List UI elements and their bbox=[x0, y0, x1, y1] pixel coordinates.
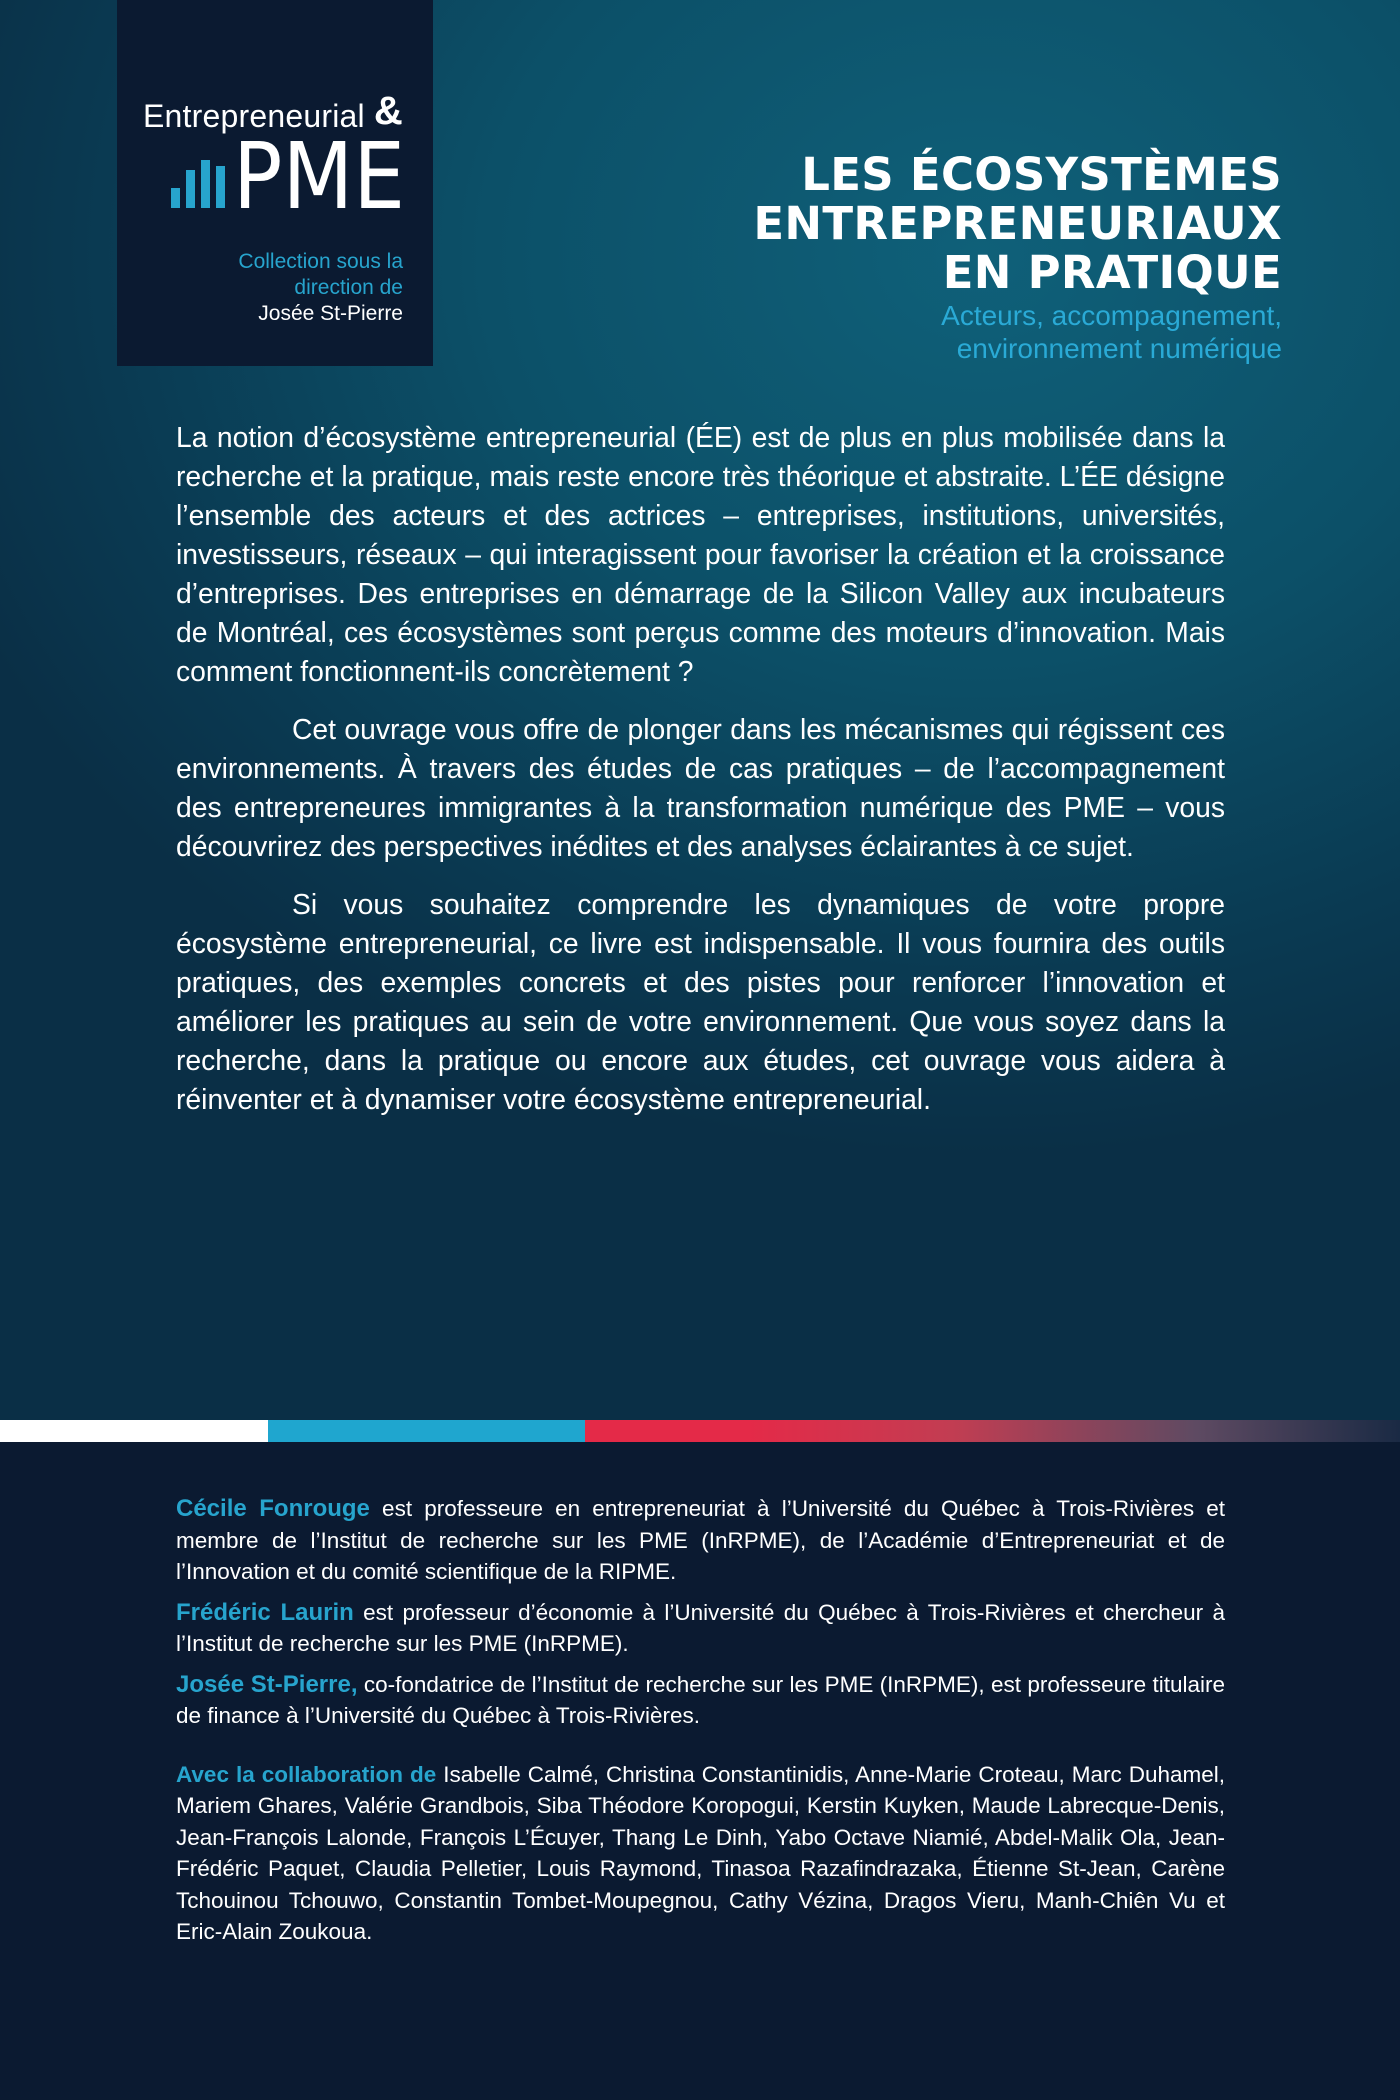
author-bio bbox=[176, 1493, 1225, 1588]
author-bio-text: co-fondatrice de l’Institut de recherche sur les PME (InRPME), est professeure titulaire de finance à l’Université du Québec à Trois-Rivières. bbox=[176, 1671, 1225, 1728]
author-bio-text: est professeure en entrepreneuriat à l’Université du Québec à Trois-Rivières et membre de l’Institut de recherche sur les PME (InRPME), de l’Académie d’Entrepreneuriat et de l’Innovation et du comité scientifique de la RIPME. bbox=[176, 1496, 1226, 1584]
author-bios bbox=[176, 1493, 1225, 1957]
book-subtitle-line1: Acteurs, accompagnement, bbox=[941, 300, 1282, 331]
logo-bar-3 bbox=[201, 160, 210, 208]
logo-bar-1 bbox=[171, 188, 180, 208]
author-name: Frédéric Laurin bbox=[176, 1598, 354, 1626]
series-logo-pme bbox=[171, 126, 411, 216]
author-bio bbox=[176, 1597, 1225, 1660]
book-description bbox=[176, 418, 1225, 1138]
stripe-red-gradient bbox=[585, 1420, 1400, 1442]
series-name-ampersand: & bbox=[373, 89, 403, 133]
collaborators bbox=[176, 1759, 1225, 1948]
description-paragraph-3: Si vous souhaitez comprendre les dynamiques de votre propre écosystème entrepreneurial, ce livre est indispensable. Il vous fournira des outils pratiques, des exemples concrets et des pistes pour renforcer l’innovation et améliorer les pratiques au sein de votre environnement. Que vous soyez dans la recherche, dans la pratique ou encore aux études, cet ouvrage vous aidera à réinventer et à dynamiser votre écosystème entrepreneurial. bbox=[176, 888, 1225, 1115]
logo-bar-4 bbox=[216, 166, 225, 208]
stripe-white bbox=[0, 1420, 268, 1442]
author-bio bbox=[176, 1669, 1225, 1732]
author-name: Josée St-Pierre, bbox=[176, 1670, 358, 1698]
book-title-line3: EN PRATIQUE bbox=[942, 246, 1282, 299]
book-title-block bbox=[753, 150, 1282, 365]
book-title-line1: LES ÉCOSYSTÈMES bbox=[801, 148, 1282, 201]
author-bio-text: est professeur d’économie à l’Université du Québec à Trois-Rivières et chercheur à l’Institut de recherche sur les PME (InRPME). bbox=[176, 1599, 1226, 1656]
stripe-blue bbox=[268, 1420, 585, 1442]
series-note-line1: Collection sous la bbox=[238, 250, 403, 273]
description-paragraph-1: La notion d’écosystème entrepreneurial (ÉE) est de plus en plus mobilisée dans la recherche et la pratique, mais reste encore très théorique et abstraite. L’ÉE désigne l’ensemble des acteurs et des actrices – entreprises, institutions, universités, investisseurs, réseaux – qui interagissent pour favoriser la création et la croissance d’entreprises. Des entreprises en démarrage de la Silicon Valley aux incubateurs de Montréal, ces écosystèmes sont perçus comme des moteurs d’innovation. Mais comment fonctionnent-ils concrètement ? bbox=[176, 421, 1225, 687]
collaborators-names: Isabelle Calmé, Christina Constantinidis, Anne-Marie Croteau, Marc Duhamel, Mariem Ghares, Valérie Grandbois, Siba Théodore Koropogui, Kerstin Kuyken, Maude Labrecque-Denis, Jean-François Lalonde, François L’Écuyer, Thang Le Dinh, Yabo Octave Niamié, Abdel-Malik Ola, Jean-Frédéric Paquet, Claudia Pelletier, Louis Raymond, Tinasoa Razafindrazaka, Étienne St-Jean, Carène Tchouinou Tchouwo, Constantin Tombet-Moupegnou, Cathy Vézina, Dragos Vieru, Manh-Chiên Vu et Eric-Alain Zoukoua. bbox=[176, 1761, 1225, 1944]
series-name-word: Entrepreneurial bbox=[143, 98, 365, 134]
book-subtitle bbox=[753, 299, 1282, 365]
logo-bar-2 bbox=[186, 170, 195, 208]
book-title-line2: ENTREPRENEURIAUX bbox=[753, 197, 1282, 250]
author-name: Cécile Fonrouge bbox=[176, 1495, 370, 1522]
description-paragraph-2: Cet ouvrage vous offre de plonger dans les mécanismes qui régissent ces environnements. À travers des études de cas pratiques – de l’accompagnement des entrepreneures immigrantes à la transformation numérique des PME – vous découvrirez des perspectives inédites et des analyses éclairantes à ce sujet. bbox=[176, 713, 1225, 862]
series-director: Josée St-Pierre bbox=[258, 302, 403, 325]
logo-pme-text: PME bbox=[233, 126, 405, 216]
series-direction-note bbox=[238, 249, 403, 327]
series-badge bbox=[117, 0, 433, 366]
book-subtitle-line2: environnement numérique bbox=[956, 333, 1282, 364]
collaborators-label: Avec la collaboration de bbox=[176, 1761, 437, 1787]
series-note-line2: direction de bbox=[294, 276, 403, 299]
